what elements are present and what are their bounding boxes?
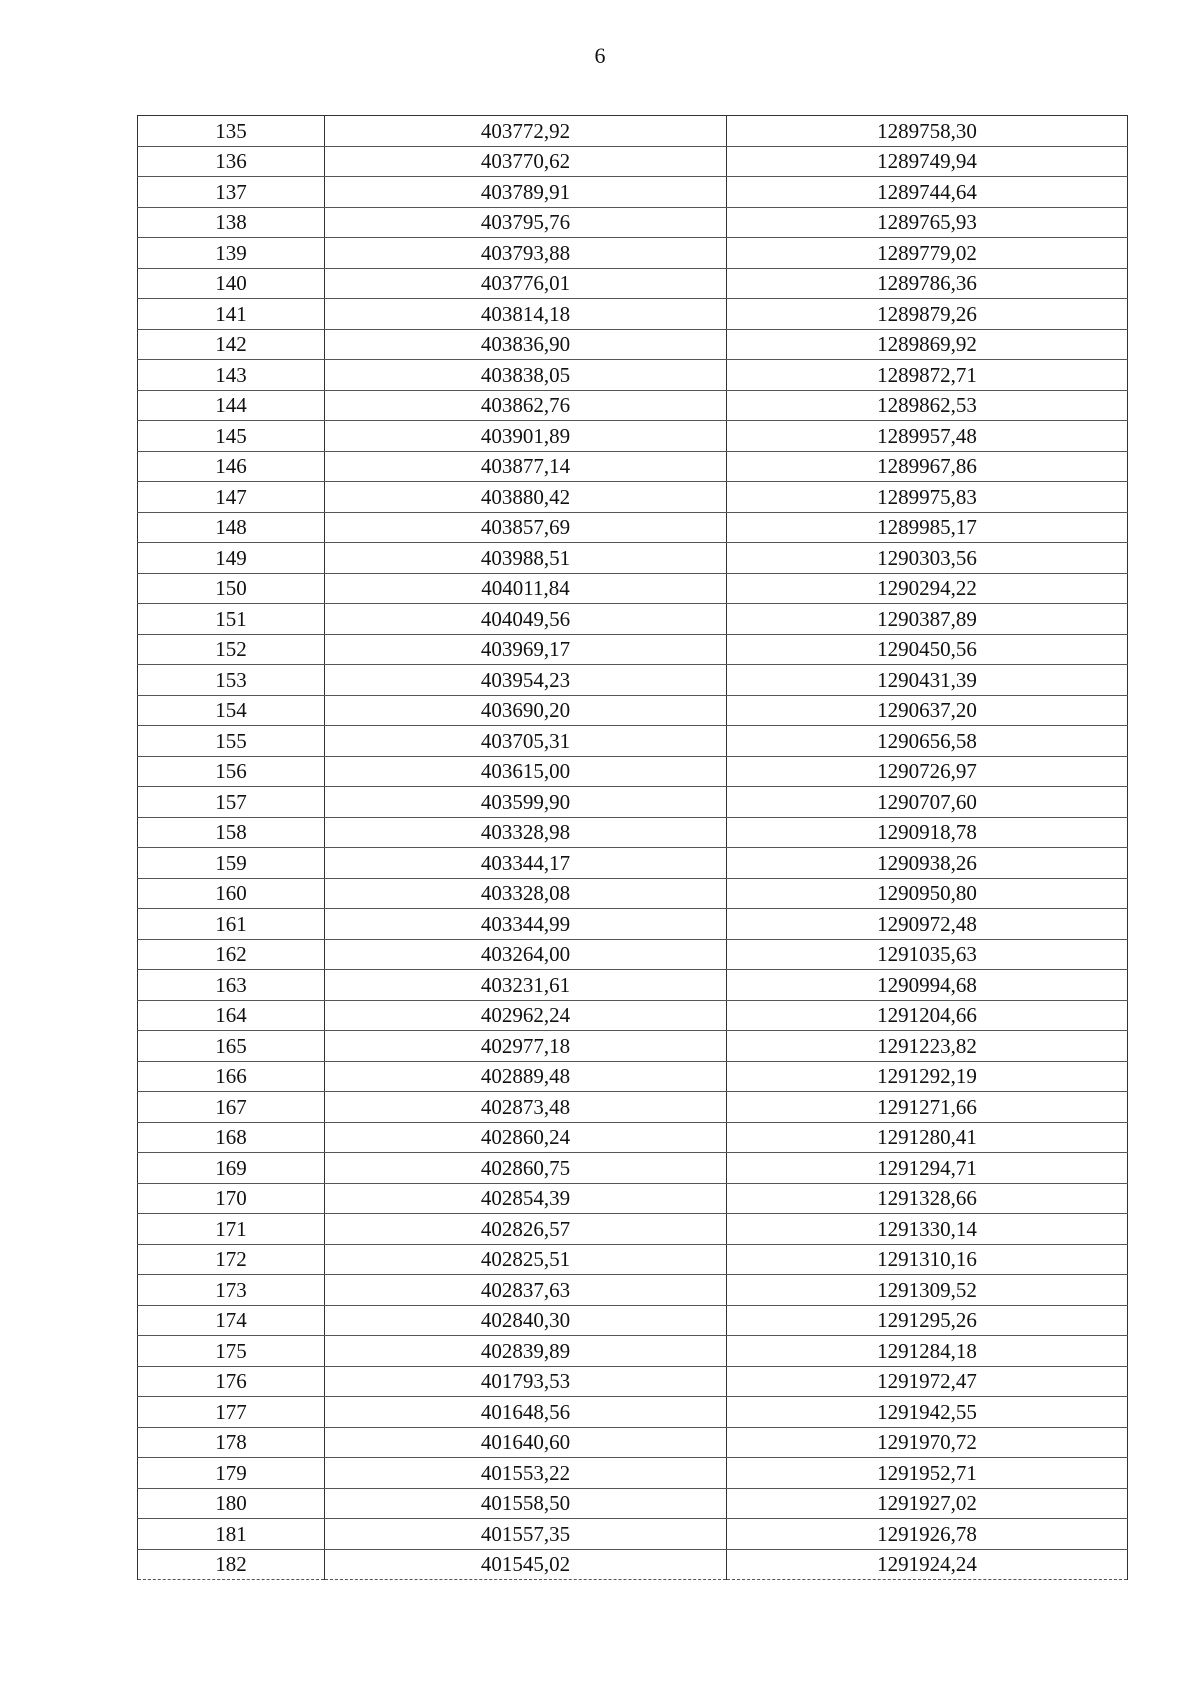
point-number-cell: 177 (138, 1397, 325, 1428)
y-coordinate-cell: 1290387,89 (727, 604, 1128, 635)
y-coordinate-cell: 1289985,17 (727, 512, 1128, 543)
y-coordinate-cell: 1290994,68 (727, 970, 1128, 1001)
x-coordinate-cell: 401640,60 (325, 1427, 727, 1458)
table-row (138, 1061, 1128, 1092)
table-row (138, 1336, 1128, 1367)
table-row (138, 1031, 1128, 1062)
point-number-cell: 143 (138, 360, 325, 391)
point-number-cell: 148 (138, 512, 325, 543)
page-number: 6 (594, 43, 606, 68)
table-row (138, 543, 1128, 574)
point-number-cell: 135 (138, 116, 325, 147)
table-row (138, 1519, 1128, 1550)
point-number-cell: 170 (138, 1183, 325, 1214)
table-row (138, 573, 1128, 604)
x-coordinate-cell: 402873,48 (325, 1092, 727, 1123)
x-coordinate-cell: 403344,99 (325, 909, 727, 940)
point-number-cell: 182 (138, 1549, 325, 1580)
table-row (138, 1153, 1128, 1184)
y-coordinate-cell: 1289879,26 (727, 299, 1128, 330)
point-number-cell: 136 (138, 146, 325, 177)
x-coordinate-cell: 402837,63 (325, 1275, 727, 1306)
y-coordinate-cell: 1291328,66 (727, 1183, 1128, 1214)
y-coordinate-cell: 1290950,80 (727, 878, 1128, 909)
y-coordinate-cell: 1289872,71 (727, 360, 1128, 391)
x-coordinate-cell: 402825,51 (325, 1244, 727, 1275)
x-coordinate-cell: 403770,62 (325, 146, 727, 177)
point-number-cell: 168 (138, 1122, 325, 1153)
point-number-cell: 180 (138, 1488, 325, 1519)
point-number-cell: 165 (138, 1031, 325, 1062)
table-row (138, 1458, 1128, 1489)
point-number-cell: 166 (138, 1061, 325, 1092)
x-coordinate-cell: 402826,57 (325, 1214, 727, 1245)
point-number-cell: 146 (138, 451, 325, 482)
point-number-cell: 167 (138, 1092, 325, 1123)
table-row (138, 207, 1128, 238)
y-coordinate-cell: 1291942,55 (727, 1397, 1128, 1428)
point-number-cell: 163 (138, 970, 325, 1001)
table-row (138, 756, 1128, 787)
table-row (138, 482, 1128, 513)
x-coordinate-cell: 403264,00 (325, 939, 727, 970)
table-row (138, 238, 1128, 269)
x-coordinate-cell: 403988,51 (325, 543, 727, 574)
point-number-cell: 151 (138, 604, 325, 635)
x-coordinate-cell: 402977,18 (325, 1031, 727, 1062)
point-number-cell: 161 (138, 909, 325, 940)
x-coordinate-cell: 401558,50 (325, 1488, 727, 1519)
y-coordinate-cell: 1291280,41 (727, 1122, 1128, 1153)
x-coordinate-cell: 403599,90 (325, 787, 727, 818)
y-coordinate-cell: 1289869,92 (727, 329, 1128, 360)
table-row (138, 604, 1128, 635)
x-coordinate-cell: 402860,75 (325, 1153, 727, 1184)
point-number-cell: 159 (138, 848, 325, 879)
point-number-cell: 160 (138, 878, 325, 909)
x-coordinate-cell: 402854,39 (325, 1183, 727, 1214)
x-coordinate-cell: 402962,24 (325, 1000, 727, 1031)
point-number-cell: 152 (138, 634, 325, 665)
coordinates-table-body (138, 116, 1128, 1580)
table-row (138, 360, 1128, 391)
point-number-cell: 144 (138, 390, 325, 421)
y-coordinate-cell: 1291927,02 (727, 1488, 1128, 1519)
table-row (138, 1397, 1128, 1428)
y-coordinate-cell: 1290294,22 (727, 573, 1128, 604)
table-row (138, 726, 1128, 757)
y-coordinate-cell: 1289967,86 (727, 451, 1128, 482)
point-number-cell: 178 (138, 1427, 325, 1458)
point-number-cell: 164 (138, 1000, 325, 1031)
y-coordinate-cell: 1290303,56 (727, 543, 1128, 574)
table-row (138, 1427, 1128, 1458)
x-coordinate-cell: 403344,17 (325, 848, 727, 879)
y-coordinate-cell: 1289975,83 (727, 482, 1128, 513)
table-row (138, 787, 1128, 818)
x-coordinate-cell: 403969,17 (325, 634, 727, 665)
x-coordinate-cell: 403328,98 (325, 817, 727, 848)
y-coordinate-cell: 1289779,02 (727, 238, 1128, 269)
y-coordinate-cell: 1291223,82 (727, 1031, 1128, 1062)
point-number-cell: 176 (138, 1366, 325, 1397)
point-number-cell: 142 (138, 329, 325, 360)
table-row (138, 1244, 1128, 1275)
y-coordinate-cell: 1291330,14 (727, 1214, 1128, 1245)
y-coordinate-cell: 1290656,58 (727, 726, 1128, 757)
x-coordinate-cell: 402839,89 (325, 1336, 727, 1367)
point-number-cell: 174 (138, 1305, 325, 1336)
y-coordinate-cell: 1290450,56 (727, 634, 1128, 665)
x-coordinate-cell: 403776,01 (325, 268, 727, 299)
x-coordinate-cell: 401553,22 (325, 1458, 727, 1489)
x-coordinate-cell: 401648,56 (325, 1397, 727, 1428)
coordinates-table (137, 115, 1128, 1580)
point-number-cell: 145 (138, 421, 325, 452)
x-coordinate-cell: 402889,48 (325, 1061, 727, 1092)
table-row (138, 116, 1128, 147)
x-coordinate-cell: 403857,69 (325, 512, 727, 543)
x-coordinate-cell: 403862,76 (325, 390, 727, 421)
table-row (138, 146, 1128, 177)
table-row (138, 512, 1128, 543)
point-number-cell: 181 (138, 1519, 325, 1550)
y-coordinate-cell: 1289744,64 (727, 177, 1128, 208)
point-number-cell: 149 (138, 543, 325, 574)
point-number-cell: 172 (138, 1244, 325, 1275)
y-coordinate-cell: 1291952,71 (727, 1458, 1128, 1489)
point-number-cell: 175 (138, 1336, 325, 1367)
x-coordinate-cell: 403880,42 (325, 482, 727, 513)
y-coordinate-cell: 1291035,63 (727, 939, 1128, 970)
table-row (138, 390, 1128, 421)
y-coordinate-cell: 1289765,93 (727, 207, 1128, 238)
y-coordinate-cell: 1289862,53 (727, 390, 1128, 421)
table-row (138, 665, 1128, 696)
table-row (138, 695, 1128, 726)
y-coordinate-cell: 1291294,71 (727, 1153, 1128, 1184)
x-coordinate-cell: 401557,35 (325, 1519, 727, 1550)
y-coordinate-cell: 1290637,20 (727, 695, 1128, 726)
table-row (138, 1305, 1128, 1336)
point-number-cell: 153 (138, 665, 325, 696)
point-number-cell: 162 (138, 939, 325, 970)
table-row (138, 1214, 1128, 1245)
point-number-cell: 139 (138, 238, 325, 269)
y-coordinate-cell: 1291972,47 (727, 1366, 1128, 1397)
point-number-cell: 147 (138, 482, 325, 513)
y-coordinate-cell: 1290431,39 (727, 665, 1128, 696)
x-coordinate-cell: 403877,14 (325, 451, 727, 482)
y-coordinate-cell: 1290726,97 (727, 756, 1128, 787)
point-number-cell: 150 (138, 573, 325, 604)
y-coordinate-cell: 1291271,66 (727, 1092, 1128, 1123)
y-coordinate-cell: 1290938,26 (727, 848, 1128, 879)
table-row (138, 1549, 1128, 1580)
table-row (138, 1488, 1128, 1519)
y-coordinate-cell: 1290972,48 (727, 909, 1128, 940)
x-coordinate-cell: 403772,92 (325, 116, 727, 147)
y-coordinate-cell: 1291309,52 (727, 1275, 1128, 1306)
table-row (138, 909, 1128, 940)
point-number-cell: 173 (138, 1275, 325, 1306)
y-coordinate-cell: 1291284,18 (727, 1336, 1128, 1367)
x-coordinate-cell: 403793,88 (325, 238, 727, 269)
table-row (138, 299, 1128, 330)
x-coordinate-cell: 403615,00 (325, 756, 727, 787)
x-coordinate-cell: 402860,24 (325, 1122, 727, 1153)
table-row (138, 634, 1128, 665)
x-coordinate-cell: 401545,02 (325, 1549, 727, 1580)
table-row (138, 421, 1128, 452)
point-number-cell: 140 (138, 268, 325, 299)
x-coordinate-cell: 403789,91 (325, 177, 727, 208)
x-coordinate-cell: 402840,30 (325, 1305, 727, 1336)
y-coordinate-cell: 1289749,94 (727, 146, 1128, 177)
table-row (138, 1122, 1128, 1153)
x-coordinate-cell: 404011,84 (325, 573, 727, 604)
y-coordinate-cell: 1291295,26 (727, 1305, 1128, 1336)
table-row (138, 451, 1128, 482)
x-coordinate-cell: 403838,05 (325, 360, 727, 391)
table-row (138, 329, 1128, 360)
y-coordinate-cell: 1291926,78 (727, 1519, 1128, 1550)
x-coordinate-cell: 403795,76 (325, 207, 727, 238)
point-number-cell: 158 (138, 817, 325, 848)
y-coordinate-cell: 1290707,60 (727, 787, 1128, 818)
table-row (138, 1275, 1128, 1306)
point-number-cell: 138 (138, 207, 325, 238)
y-coordinate-cell: 1291924,24 (727, 1549, 1128, 1580)
x-coordinate-cell: 401793,53 (325, 1366, 727, 1397)
x-coordinate-cell: 403231,61 (325, 970, 727, 1001)
x-coordinate-cell: 403836,90 (325, 329, 727, 360)
y-coordinate-cell: 1291292,19 (727, 1061, 1128, 1092)
table-row (138, 1183, 1128, 1214)
point-number-cell: 157 (138, 787, 325, 818)
x-coordinate-cell: 403814,18 (325, 299, 727, 330)
x-coordinate-cell: 403705,31 (325, 726, 727, 757)
table-row (138, 970, 1128, 1001)
y-coordinate-cell: 1291310,16 (727, 1244, 1128, 1275)
point-number-cell: 154 (138, 695, 325, 726)
y-coordinate-cell: 1291970,72 (727, 1427, 1128, 1458)
x-coordinate-cell: 403328,08 (325, 878, 727, 909)
point-number-cell: 155 (138, 726, 325, 757)
table-row (138, 268, 1128, 299)
table-row (138, 939, 1128, 970)
point-number-cell: 179 (138, 1458, 325, 1489)
y-coordinate-cell: 1290918,78 (727, 817, 1128, 848)
x-coordinate-cell: 404049,56 (325, 604, 727, 635)
table-row (138, 1366, 1128, 1397)
point-number-cell: 137 (138, 177, 325, 208)
x-coordinate-cell: 403690,20 (325, 695, 727, 726)
point-number-cell: 171 (138, 1214, 325, 1245)
table-row (138, 177, 1128, 208)
table-row (138, 817, 1128, 848)
point-number-cell: 141 (138, 299, 325, 330)
table-row (138, 1092, 1128, 1123)
point-number-cell: 169 (138, 1153, 325, 1184)
x-coordinate-cell: 403954,23 (325, 665, 727, 696)
table-row (138, 1000, 1128, 1031)
y-coordinate-cell: 1289758,30 (727, 116, 1128, 147)
y-coordinate-cell: 1289957,48 (727, 421, 1128, 452)
y-coordinate-cell: 1289786,36 (727, 268, 1128, 299)
x-coordinate-cell: 403901,89 (325, 421, 727, 452)
table-row (138, 878, 1128, 909)
point-number-cell: 156 (138, 756, 325, 787)
y-coordinate-cell: 1291204,66 (727, 1000, 1128, 1031)
table-row (138, 848, 1128, 879)
